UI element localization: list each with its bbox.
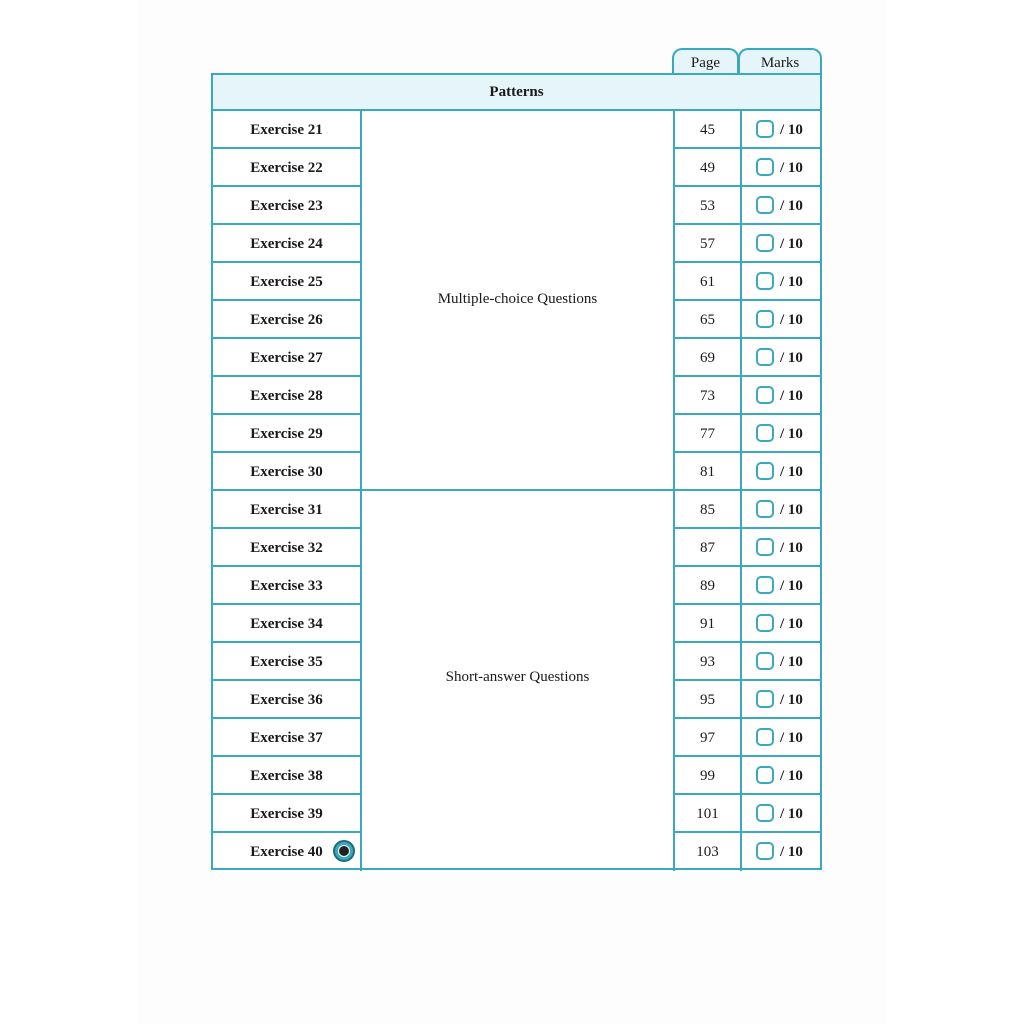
marks-cell <box>740 491 822 529</box>
marks-cell <box>740 301 822 339</box>
marks-total: / 10 <box>780 768 803 784</box>
score-box[interactable] <box>756 120 774 138</box>
marks-total: / 10 <box>780 540 803 556</box>
score-box[interactable] <box>756 424 774 442</box>
page-number: 45 <box>673 111 740 149</box>
page-number: 87 <box>673 529 740 567</box>
table-row <box>213 681 820 719</box>
score-box[interactable] <box>756 158 774 176</box>
exercise-label-text: Exercise 28 <box>250 388 323 404</box>
marks-cell <box>740 377 822 415</box>
marks-total: / 10 <box>780 844 803 860</box>
exercise-label <box>213 187 362 225</box>
score-box[interactable] <box>756 728 774 746</box>
marks-cell <box>740 415 822 453</box>
marks-cell <box>740 795 822 833</box>
exercise-label <box>213 757 362 795</box>
page-number: 97 <box>673 719 740 757</box>
exercise-label-text: Exercise 23 <box>250 198 323 214</box>
score-box[interactable] <box>756 348 774 366</box>
exercise-label-text: Exercise 33 <box>250 578 323 594</box>
exercise-label <box>213 567 362 605</box>
score-box[interactable] <box>756 690 774 708</box>
page-number: 101 <box>673 795 740 833</box>
table-row <box>213 301 820 339</box>
score-box[interactable] <box>756 652 774 670</box>
page-number: 61 <box>673 263 740 301</box>
score-box[interactable] <box>756 234 774 252</box>
tab-page: Page <box>672 48 739 74</box>
marks-total: / 10 <box>780 654 803 670</box>
table-row <box>213 187 820 225</box>
marks-total: / 10 <box>780 692 803 708</box>
exercise-label <box>213 453 362 491</box>
score-box[interactable] <box>756 500 774 518</box>
exercise-label-text: Exercise 29 <box>250 426 323 442</box>
table-row <box>213 567 820 605</box>
exercise-label-text: Exercise 39 <box>250 806 323 822</box>
exercise-label <box>213 263 362 301</box>
score-box[interactable] <box>756 196 774 214</box>
marks-cell <box>740 225 822 263</box>
type-label-saq: Short-answer Questions <box>445 669 590 685</box>
marks-total: / 10 <box>780 198 803 214</box>
table-row <box>213 491 820 529</box>
page-number: 89 <box>673 567 740 605</box>
table-row <box>213 833 820 871</box>
table-row <box>213 339 820 377</box>
marks-total: / 10 <box>780 236 803 252</box>
score-box[interactable] <box>756 272 774 290</box>
marks-cell <box>740 187 822 225</box>
marks-total: / 10 <box>780 806 803 822</box>
exercise-label-text: Exercise 25 <box>250 274 323 290</box>
exercise-label-text: Exercise 22 <box>250 160 323 176</box>
exercise-label <box>213 491 362 529</box>
table-row <box>213 453 820 491</box>
marks-total: / 10 <box>780 502 803 518</box>
marks-total: / 10 <box>780 464 803 480</box>
exercise-label <box>213 415 362 453</box>
section-title: Patterns <box>213 75 820 111</box>
exercise-label-text: Exercise 35 <box>250 654 323 670</box>
exercise-label <box>213 719 362 757</box>
score-box[interactable] <box>756 310 774 328</box>
score-box[interactable] <box>756 462 774 480</box>
exercise-label <box>213 833 362 871</box>
exercise-label <box>213 795 362 833</box>
cd-icon <box>333 840 355 862</box>
marks-total: / 10 <box>780 274 803 290</box>
exercise-label-text: Exercise 24 <box>250 236 323 252</box>
marks-cell <box>740 149 822 187</box>
exercise-label-text: Exercise 37 <box>250 730 323 746</box>
exercise-label <box>213 225 362 263</box>
marks-total: / 10 <box>780 616 803 632</box>
page-number: 73 <box>673 377 740 415</box>
marks-cell <box>740 453 822 491</box>
marks-cell <box>740 263 822 301</box>
exercise-label <box>213 377 362 415</box>
marks-cell <box>740 643 822 681</box>
exercise-label-text: Exercise 27 <box>250 350 323 366</box>
exercise-label <box>213 681 362 719</box>
page-number: 57 <box>673 225 740 263</box>
page-number: 81 <box>673 453 740 491</box>
exercise-label <box>213 149 362 187</box>
page-number: 85 <box>673 491 740 529</box>
table-row <box>213 795 820 833</box>
marks-total: / 10 <box>780 730 803 746</box>
table-row <box>213 757 820 795</box>
exercise-label <box>213 339 362 377</box>
exercise-label <box>213 301 362 339</box>
score-box[interactable] <box>756 842 774 860</box>
exercise-label-text: Exercise 31 <box>250 502 323 518</box>
page-number: 103 <box>673 833 740 871</box>
exercise-label-text: Exercise 30 <box>250 464 323 480</box>
page-number: 95 <box>673 681 740 719</box>
marks-total: / 10 <box>780 578 803 594</box>
exercise-label <box>213 643 362 681</box>
score-box[interactable] <box>756 386 774 404</box>
marks-cell <box>740 833 822 871</box>
exercise-label-text: Exercise 26 <box>250 312 323 328</box>
marks-cell <box>740 719 822 757</box>
score-box[interactable] <box>756 576 774 594</box>
exercise-label-text: Exercise 34 <box>250 616 323 632</box>
table-row <box>213 719 820 757</box>
marks-total: / 10 <box>780 388 803 404</box>
exercise-label-text: Exercise 36 <box>250 692 323 708</box>
marks-cell <box>740 111 822 149</box>
marks-cell <box>740 757 822 795</box>
tab-marks: Marks <box>738 48 822 74</box>
page-number: 99 <box>673 757 740 795</box>
exercise-label-text: Exercise 38 <box>250 768 323 784</box>
score-box[interactable] <box>756 804 774 822</box>
table-row <box>213 225 820 263</box>
marks-cell <box>740 567 822 605</box>
marks-total: / 10 <box>780 312 803 328</box>
exercise-label <box>213 605 362 643</box>
page-number: 91 <box>673 605 740 643</box>
table-row <box>213 643 820 681</box>
score-box[interactable] <box>756 538 774 556</box>
score-box[interactable] <box>756 766 774 784</box>
table-row <box>213 415 820 453</box>
table-row <box>213 605 820 643</box>
table-row <box>213 529 820 567</box>
marks-total: / 10 <box>780 426 803 442</box>
exercise-label-text: Exercise 32 <box>250 540 323 556</box>
table-row <box>213 111 820 149</box>
page-number: 65 <box>673 301 740 339</box>
marks-cell <box>740 681 822 719</box>
marks-total: / 10 <box>780 160 803 176</box>
page-number: 53 <box>673 187 740 225</box>
marks-cell <box>740 605 822 643</box>
type-label-mcq: Multiple-choice Questions <box>437 291 598 307</box>
marks-cell <box>740 529 822 567</box>
exercise-label-text: Exercise 40 <box>250 844 323 860</box>
page-number: 77 <box>673 415 740 453</box>
marks-cell <box>740 339 822 377</box>
table-row <box>213 149 820 187</box>
page-number: 69 <box>673 339 740 377</box>
table-row <box>213 377 820 415</box>
page-number: 93 <box>673 643 740 681</box>
marks-total: / 10 <box>780 122 803 138</box>
table-row <box>213 263 820 301</box>
exercise-label-text: Exercise 21 <box>250 122 323 138</box>
exercise-label <box>213 111 362 149</box>
score-box[interactable] <box>756 614 774 632</box>
exercise-label <box>213 529 362 567</box>
marks-total: / 10 <box>780 350 803 366</box>
page-number: 49 <box>673 149 740 187</box>
exercise-table <box>211 73 822 870</box>
